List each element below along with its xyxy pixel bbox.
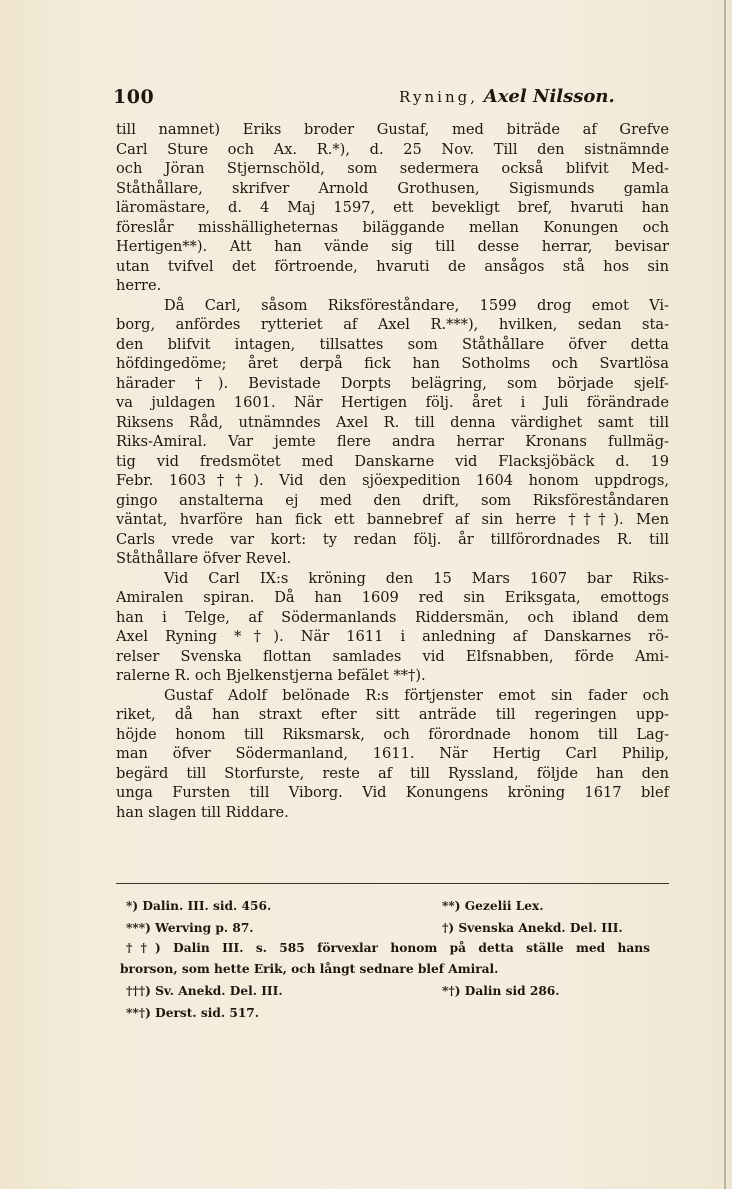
text-line: Hertigen**). Att han vände sig till desse herrar, bevisar (116, 238, 669, 255)
footnote-row (120, 939, 650, 958)
footnote-rule (116, 883, 669, 884)
text-line: Ståthållare, skrifver Arnold Grothusen, Sigismunds gamla (116, 179, 669, 197)
text-line: unga Fursten till Viborg. Vid Konungens kröning 1617 blef (116, 784, 669, 801)
page-edge-shadow (724, 0, 726, 1189)
footnote: *) Dalin. III. sid. 456. (126, 899, 272, 913)
footnote-continuation: brorson, som hette Erik, och långt sednare blef Amiral. (120, 962, 499, 976)
page-header (113, 86, 673, 110)
text-line: härader †). Bevistade Dorpts belägring, som började sjelf- (116, 374, 669, 392)
text-line: Gustaf Adolf belönade R:s förtjenster emot sin fader och (164, 686, 669, 704)
text-line: den blifvit intagen, tillsattes som Ståthållare öfver detta (116, 335, 669, 353)
text-line: höjde honom till Riksmarsk, och förordnade honom till Lag- (116, 725, 669, 743)
footnote: ***) Werving p. 87. (126, 921, 254, 935)
footnote-row (120, 895, 650, 917)
text-line: han i Telge, af Södermanlands Riddersmän, och ibland dem (116, 608, 669, 626)
text-line: Axel Ryning *†). När 1611 i anledning af Danskarnes rö- (116, 628, 669, 645)
footnote-row (120, 1002, 650, 1024)
running-title-surname: Ryning, (399, 88, 478, 106)
footnote-row (120, 980, 650, 1002)
text-line: gingo anstalterna ej med den drift, som Riksföreståndaren (116, 491, 669, 509)
text-line: till namnet) Eriks broder Gustaf, med biträde af Grefve (116, 121, 669, 138)
text-line: och Jöran Stjernschöld, som sedermera också blifvit Med- (116, 160, 669, 177)
footnote-row (120, 917, 650, 939)
running-title-name: Axel Nilsson. (483, 86, 615, 107)
text-line: tig vid fredsmötet med Danskarne vid Flacksjöbäck d. 19 (116, 452, 669, 470)
text-line: herre. (116, 277, 162, 294)
text-line: Amiralen spiran. Då han 1609 red sin Eriksgata, emottogs (116, 589, 669, 606)
footnote: ††) Dalin III. s. 585 förvexlar honom på detta ställe med hans (126, 941, 650, 955)
text-line: läromästare, d. 4 Maj 1597, ett bevekligt bref, hvaruti han (116, 199, 669, 216)
text-line: Ståthållare öfver Revel. (116, 550, 292, 567)
text-line: väntat, hvarföre han fick ett bannebref af sin herre †††). Men (116, 511, 669, 528)
text-line: begärd till Storfurste, reste af till Ryssland, följde han den (116, 764, 669, 782)
text-line: föreslår misshälligheternas biläggande mellan Konungen och (116, 218, 669, 236)
text-line: han slagen till Riddare. (116, 803, 289, 821)
text-line: man öfver Södermanland, 1611. När Hertig Carl Philip, (116, 745, 669, 762)
text-line: Vid Carl IX:s kröning den 15 Mars 1607 bar Riks- (164, 569, 669, 587)
text-line: va juldagen 1601. När Hertigen följ. året i Juli förändrade (116, 394, 669, 411)
page-number: 100 (113, 86, 155, 108)
text-line: Då Carl, såsom Riksföreståndare, 1599 drog emot Vi- (164, 296, 669, 314)
text-line: Febr. 1603††). Vid den sjöexpedition 1604 honom uppdrogs, (116, 472, 669, 489)
text-line: höfdingedöme; året derpå fick han Sotholms och Svartlösa (116, 355, 669, 372)
text-line: borg, anfördes rytteriet af Axel R.***), hvilken, sedan sta- (116, 316, 669, 333)
running-title (399, 86, 615, 107)
text-line: Riks-Amiral. Var jemte flere andra herrar Kronans fullmäg- (116, 433, 669, 450)
text-line: ralerne R. och Bjelkenstjerna befälet **†). (116, 667, 426, 684)
text-line: Carl Sture och Ax. R.*), d. 25 Nov. Till den sistnämnde (116, 140, 669, 158)
body-text (116, 120, 669, 822)
text-line: Carls vrede var kort: ty redan följ. år tillförordnades R. till (116, 530, 669, 548)
footnotes (120, 895, 650, 1024)
text-line: riket, då han straxt efter sitt anträde till regeringen upp- (116, 706, 669, 723)
footnote: †) Svenska Anekd. Del. III. (442, 921, 623, 935)
footnote: **) Gezelii Lex. (442, 899, 544, 913)
footnote: *†) Dalin sid 286. (442, 984, 560, 998)
footnote-row (120, 958, 650, 980)
text-line: utan tvifvel det förtroende, hvaruti de ansågos stå hos sin (116, 257, 669, 275)
text-line: relser Svenska flottan samlades vid Elfsnabben, förde Ami- (116, 647, 669, 665)
text-line: Riksens Råd, utnämndes Axel R. till denna värdighet samt till (116, 413, 669, 431)
footnote: **†) Derst. sid. 517. (126, 1006, 260, 1020)
footnote: †††) Sv. Anekd. Del. III. (126, 984, 283, 998)
